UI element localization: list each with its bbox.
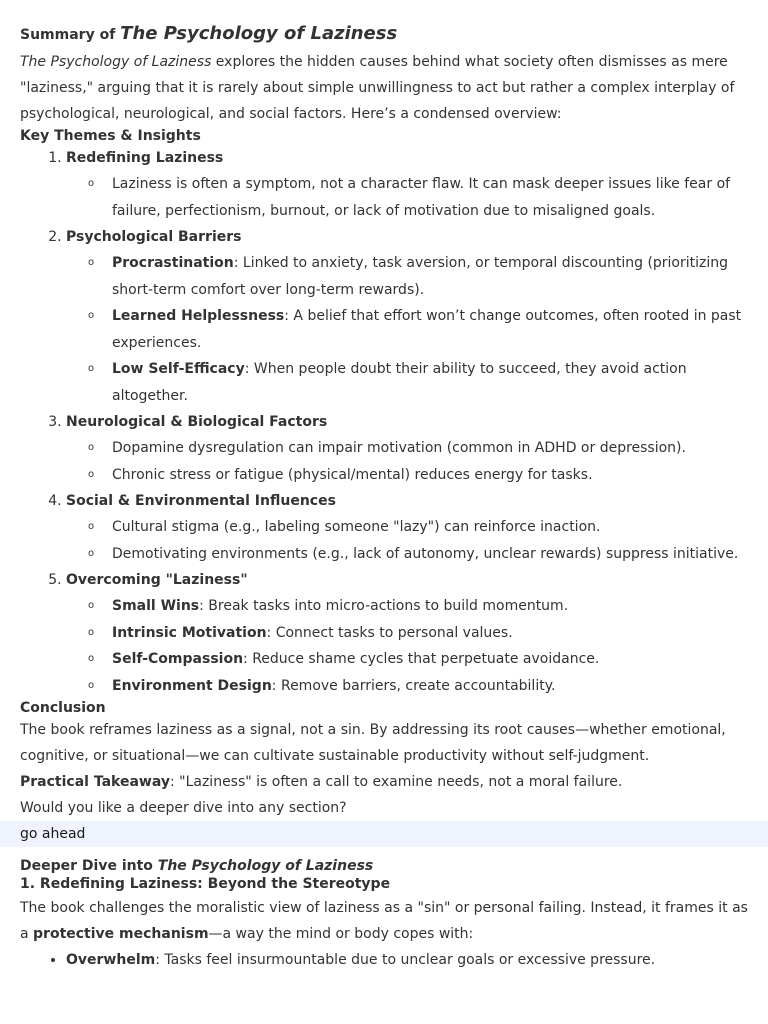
theme-title: Social & Environmental Influences <box>66 493 336 509</box>
point-bold: Intrinsic Motivation <box>112 624 267 641</box>
para-bold: protective mechanism <box>33 926 209 942</box>
theme-item <box>66 567 748 699</box>
conclusion-text: The book reframes laziness as a signal, not a sin. By addressing its root causes—whether emotional, cognitive, or situational—we can cultivate sustainable productivity without self-judgment. <box>20 722 726 764</box>
theme-point <box>112 435 748 462</box>
summary-title-prefix: Summary of <box>20 27 121 43</box>
point-bold: Learned Helplessness <box>112 308 285 324</box>
theme-item <box>66 224 748 409</box>
point-text: : Break tasks into micro-actions to build momentum. <box>199 598 569 614</box>
theme-point <box>112 171 748 224</box>
deep-dive-heading <box>20 857 748 875</box>
theme-points <box>66 250 748 409</box>
point-bold: Procrastination <box>112 255 234 271</box>
theme-title: Neurological & Biological Factors <box>66 414 328 430</box>
theme-item <box>66 409 748 488</box>
takeaway <box>20 769 748 795</box>
theme-points <box>66 593 748 699</box>
point-text: Cultural stigma (e.g., labeling someone "lazy") can reinforce inaction. <box>112 519 601 535</box>
deep-dive-book: The Psychology of Laziness <box>157 858 374 874</box>
point-text: : Remove barriers, create accountability. <box>271 677 556 694</box>
theme-title: Redefining Laziness <box>66 150 224 166</box>
summary-title <box>20 22 748 47</box>
theme-points <box>66 171 748 224</box>
theme-points <box>66 435 748 488</box>
themes-list <box>20 145 748 699</box>
theme-point <box>112 673 748 700</box>
spacer <box>20 847 748 857</box>
user-message-bubble <box>0 821 768 847</box>
bullet-text: : Tasks feel insurmountable due to unclear goals or excessive pressure. <box>155 952 656 968</box>
theme-point <box>112 646 748 673</box>
theme-point <box>112 620 748 647</box>
point-text: Laziness is often a symptom, not a character flaw. It can mask deeper issues like fear of failure, perfectionism, burnout, or lack of motivation due to misaligned goals. <box>112 176 731 219</box>
theme-point <box>112 303 748 356</box>
para-end: —a way the mind or body copes with: <box>208 926 474 942</box>
theme-title: Psychological Barriers <box>66 229 242 245</box>
point-text: Chronic stress or fatigue (physical/mental) reduces energy for tasks. <box>112 466 593 483</box>
point-bold: Self-Compassion <box>112 651 244 667</box>
theme-title: Overcoming "Laziness" <box>66 572 248 588</box>
point-bold: Low Self-Efficacy <box>112 361 245 377</box>
deep-dive-bullet <box>66 947 748 973</box>
para-start: The book challenges the moralistic view of laziness as a "sin" or personal failing. Instead, it frames it as a <box>20 900 748 942</box>
user-message-text: go ahead <box>20 826 86 842</box>
point-bold: Small Wins <box>112 598 200 614</box>
deep-dive-prefix: Deeper Dive into <box>20 858 158 874</box>
takeaway-text: : "Laziness" is often a call to examine needs, not a moral failure. <box>169 774 623 790</box>
conclusion-heading: Conclusion <box>20 700 106 716</box>
point-text: : Reduce shame cycles that perpetuate avoidance. <box>243 651 600 667</box>
summary-title-book: The Psychology of Laziness <box>120 23 398 44</box>
theme-item <box>66 488 748 567</box>
point-bold: Environment Design <box>112 677 272 694</box>
intro-text: explores the hidden causes behind what society often dismisses as mere "laziness," arguing that it is rarely about simple unwillingness to act but rather a complex interplay of psychological, neurological, and social factors. Here’s a condensed overview: <box>20 54 735 122</box>
theme-point <box>112 514 748 541</box>
theme-point <box>112 250 748 303</box>
summary-intro <box>20 49 748 127</box>
theme-item <box>66 145 748 224</box>
point-text: : Connect tasks to personal values. <box>266 624 513 641</box>
theme-points <box>66 514 748 567</box>
theme-point <box>112 593 748 620</box>
deep-dive-section-heading: 1. Redefining Laziness: Beyond the Stereotype <box>20 876 391 892</box>
follow-up-question: Would you like a deeper dive into any section? <box>20 800 347 816</box>
point-text: : A belief that effort won’t change outcomes, often rooted in past experiences. <box>112 308 742 351</box>
point-text: : When people doubt their ability to succeed, they avoid action altogether. <box>112 361 687 404</box>
theme-point <box>112 541 748 568</box>
theme-point <box>112 462 748 489</box>
point-text: Demotivating environments (e.g., lack of autonomy, unclear rewards) suppress initiative. <box>112 545 739 562</box>
deep-dive-bullets <box>20 947 748 973</box>
intro-book-title: The Psychology of Laziness <box>20 54 212 70</box>
themes-heading: Key Themes & Insights <box>20 128 201 144</box>
theme-point <box>112 356 748 409</box>
deep-dive-paragraph <box>20 895 748 947</box>
point-text: : Linked to anxiety, task aversion, or temporal discounting (prioritizing short-term comfort over long-term rewards). <box>112 255 729 298</box>
bullet-bold: Overwhelm <box>66 952 156 968</box>
takeaway-bold: Practical Takeaway <box>20 774 170 790</box>
point-text: Dopamine dysregulation can impair motivation (common in ADHD or depression). <box>112 440 686 456</box>
